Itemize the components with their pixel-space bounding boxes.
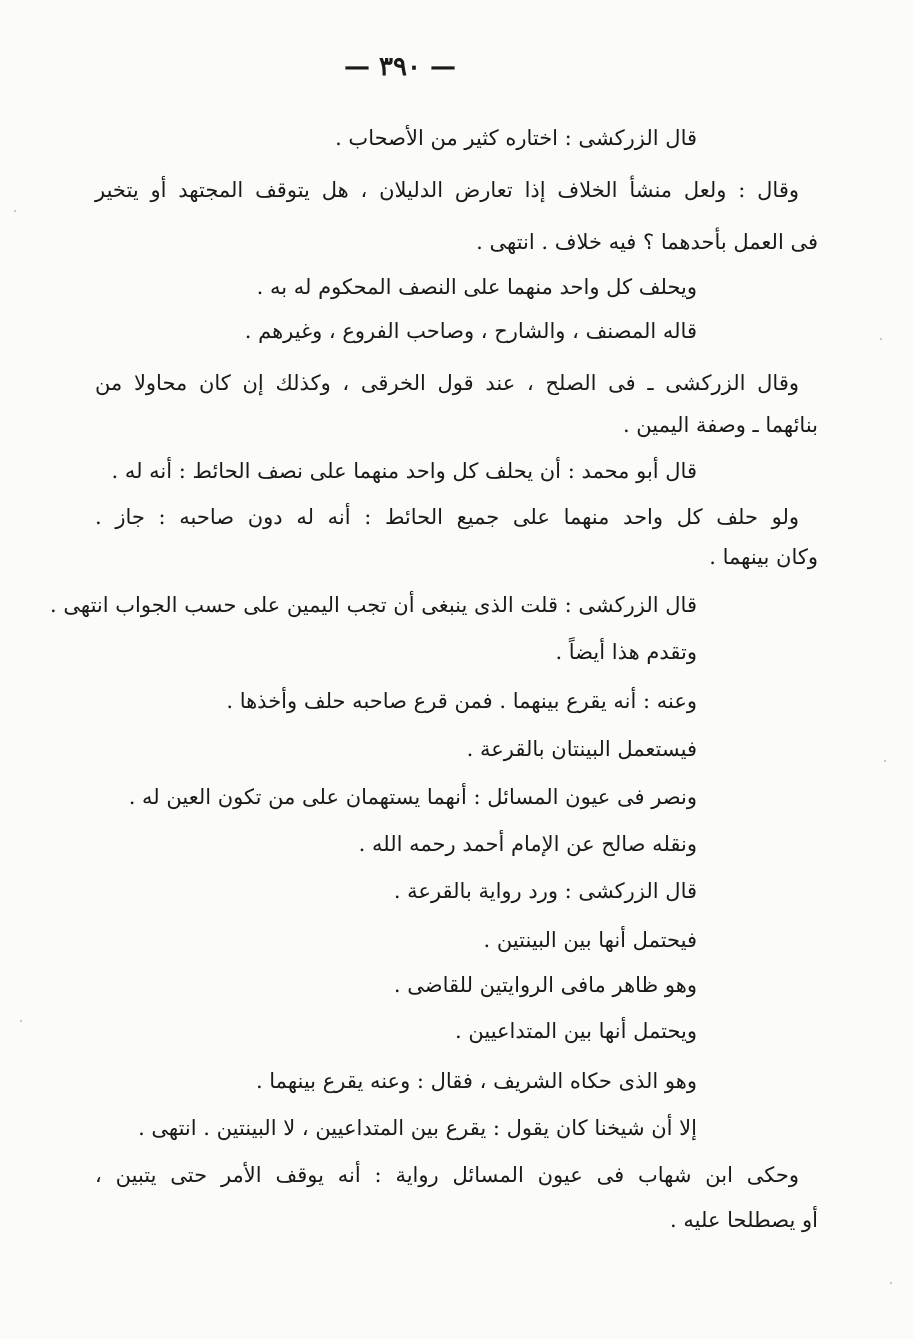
text-line: فيحتمل أنها بين البينتين .	[483, 928, 697, 952]
text-line: وهو ظاهر مافى الروايتين للقاضى .	[393, 973, 697, 997]
text-line: إلا أن شيخنا كان يقول : يقرع بين المتداعيين ، لا البينتين . انتهى .	[138, 1116, 697, 1140]
text-line: قال الزركشى : ورد رواية بالقرعة .	[393, 879, 697, 903]
paper-speck	[880, 338, 882, 340]
text-line: ونصر فى عيون المسائل : أنهما يستهمان على من تكون العين له .	[128, 785, 697, 809]
text-line: وهو الذى حكاه الشريف ، فقال : وعنه يقرع بينهما .	[255, 1069, 697, 1093]
text-line: فى العمل بأحدهما ؟ فيه خلاف . انتهى .	[476, 230, 818, 254]
text-line: أو يصطلحا عليه .	[670, 1208, 818, 1232]
text-line: ولو حلف كل واحد منهما على جميع الحائط : أنه له دون صاحبه : جاز .	[95, 505, 799, 529]
text-line: وحكى ابن شهاب فى عيون المسائل رواية : أنه يوقف الأمر حتى يتبين ،	[95, 1163, 799, 1187]
paper-speck	[20, 1020, 22, 1022]
text-line: فيستعمل البينتان بالقرعة .	[466, 737, 697, 761]
text-line: ويحلف كل واحد منهما على النصف المحكوم له به .	[256, 275, 697, 299]
text-line: قال أبو محمد : أن يحلف كل واحد منهما على نصف الحائط : أنه له .	[111, 459, 697, 483]
text-line: ونقله صالح عن الإمام أحمد رحمه الله .	[358, 832, 697, 856]
text-line: وقال الزركشى ـ فى الصلح ، عند قول الخرقى ، وكذلك إن كان محاولا من	[95, 371, 799, 395]
text-line: قاله المصنف ، والشارح ، وصاحب الفروع ، وغيرهم .	[244, 319, 697, 343]
text-line: ويحتمل أنها بين المتداعيين .	[455, 1019, 697, 1043]
paper-speck	[14, 210, 16, 212]
text-line: بنائهما ـ وصفة اليمين .	[622, 413, 818, 437]
text-line: وقال : ولعل منشأ الخلاف إذا تعارض الدليلان ، هل يتوقف المجتهد أو يتخير	[95, 178, 799, 202]
text-line: وكان بينهما .	[709, 545, 818, 569]
text-line: وعنه : أنه يقرع بينهما . فمن قرع صاحبه حلف وأخذها .	[226, 689, 697, 713]
page-number: — ٣٩٠ —	[343, 52, 457, 82]
text-line: قال الزركشى : اختاره كثير من الأصحاب .	[335, 126, 697, 150]
paper-speck	[884, 760, 886, 762]
text-line: وتقدم هذا أيضاً .	[555, 640, 697, 664]
paper-speck	[890, 1282, 892, 1284]
text-line: قال الزركشى : قلت الذى ينبغى أن تجب اليمين على حسب الجواب انتهى .	[50, 593, 697, 617]
